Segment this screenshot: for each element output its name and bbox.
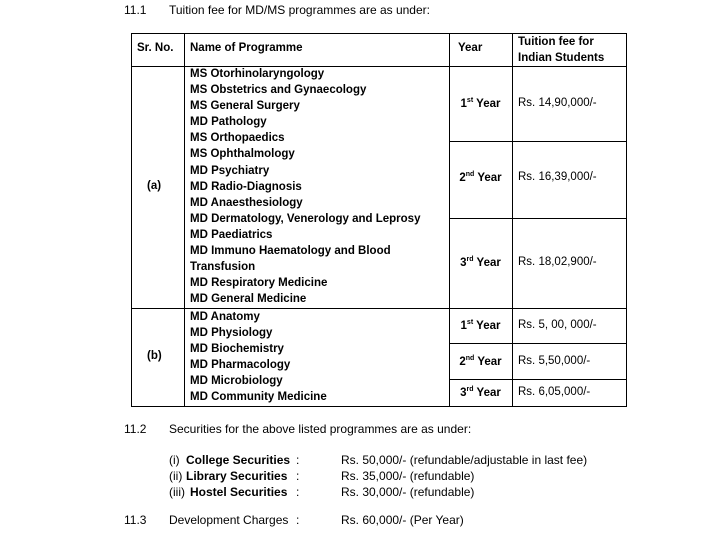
- programme-item: MS Orthopaedics: [190, 132, 285, 145]
- header-fee-line2: Indian Students: [518, 52, 605, 64]
- section-number: 11.2: [124, 422, 147, 436]
- development-charges-value: Rs. 60,000/- (Per Year): [341, 513, 464, 527]
- fee-cell: Rs. 6,05,000/-: [518, 386, 591, 398]
- programme-item: MS Obstetrics and Gynaecology: [190, 84, 367, 97]
- year-word: Year: [476, 97, 501, 110]
- section-number: 11.1: [124, 3, 147, 17]
- header-sr-no: Sr. No.: [137, 42, 174, 54]
- year-suffix: nd: [465, 171, 475, 178]
- programme-item: MD Community Medicine: [190, 391, 327, 404]
- year-cell: [449, 355, 512, 368]
- programme-item: Transfusion: [190, 261, 256, 274]
- fee-cell: Rs. 14,90,000/-: [518, 97, 597, 109]
- sr-no-a: (a): [147, 180, 162, 192]
- programme-item: MD Dermatology, Venerology and Leprosy: [190, 212, 421, 225]
- programme-item: MD Microbiology: [190, 375, 283, 388]
- security-index: (i): [169, 453, 180, 467]
- year-cell: [449, 386, 512, 399]
- colon: :: [296, 453, 300, 467]
- year-cell: [449, 319, 512, 332]
- year-number: 2: [459, 355, 466, 368]
- fee-cell: Rs. 18,02,900/-: [518, 256, 597, 268]
- security-value: Rs. 35,000/- (refundable): [341, 469, 475, 483]
- security-value: Rs. 50,000/- (refundable/adjustable in last fee): [341, 453, 588, 467]
- year-suffix: st: [466, 97, 474, 104]
- programme-list-a: [190, 66, 420, 307]
- programme-list-b: [190, 309, 327, 406]
- security-label: Library Securities: [186, 469, 288, 483]
- section-heading: Securities for the above listed programmes are as under:: [169, 422, 472, 436]
- year-word: Year: [476, 386, 501, 399]
- security-value: Rs. 30,000/- (refundable): [341, 485, 475, 499]
- year-suffix: rd: [466, 256, 474, 263]
- fee-cell: Rs. 5,50,000/-: [518, 355, 591, 367]
- colon: :: [296, 513, 300, 527]
- security-index: (ii): [169, 469, 183, 483]
- programme-item: MD Pathology: [190, 116, 267, 129]
- year-word: Year: [477, 355, 502, 368]
- year-word: Year: [477, 171, 502, 184]
- year-suffix: st: [466, 319, 474, 326]
- programme-item: MD Psychiatry: [190, 164, 270, 177]
- fee-cell: Rs. 5, 00, 000/-: [518, 319, 597, 331]
- security-index: (iii): [169, 485, 185, 499]
- year-number: 1: [460, 97, 467, 110]
- year-number: 3: [460, 386, 467, 399]
- fee-cell: Rs. 16,39,000/-: [518, 171, 597, 183]
- section-heading: Tuition fee for MD/MS programmes are as under:: [169, 3, 430, 17]
- security-label: College Securities: [186, 453, 291, 467]
- programme-item: MD Physiology: [190, 327, 273, 340]
- year-cell: [449, 97, 512, 110]
- programme-item: MD Anatomy: [190, 311, 260, 323]
- year-word: Year: [476, 319, 501, 332]
- programme-item: MD Radio-Diagnosis: [190, 180, 302, 193]
- programme-item: MD Pharmacology: [190, 359, 291, 372]
- year-word: Year: [476, 256, 501, 269]
- programme-item: MS Otorhinolaryngology: [190, 68, 325, 80]
- programme-item: MS Ophthalmology: [190, 148, 295, 161]
- year-number: 3: [460, 256, 467, 269]
- security-label: Hostel Securities: [190, 485, 288, 499]
- year-cell: [449, 256, 512, 269]
- section-number: 11.3: [124, 513, 147, 527]
- programme-item: MD Respiratory Medicine: [190, 277, 328, 290]
- programme-item: MD Anaesthesiology: [190, 196, 303, 209]
- header-year: Year: [458, 42, 483, 54]
- colon: :: [296, 469, 300, 483]
- year-cell: [449, 171, 512, 184]
- development-charges-label: Development Charges: [169, 513, 289, 527]
- programme-item: MD Biochemistry: [190, 343, 284, 356]
- sr-no-b: (b): [147, 350, 162, 362]
- year-suffix: rd: [466, 386, 474, 393]
- header-fee-line1: Tuition fee for: [518, 36, 594, 48]
- programme-item: MD Immuno Haematology and Blood: [190, 245, 391, 258]
- programme-item: MD General Medicine: [190, 293, 307, 306]
- programme-item: MS General Surgery: [190, 100, 300, 113]
- programme-item: MD Paediatrics: [190, 228, 273, 241]
- year-number: 1: [460, 319, 467, 332]
- header-fee: [518, 34, 604, 66]
- colon: :: [296, 485, 300, 499]
- year-suffix: nd: [465, 355, 475, 362]
- header-programme: Name of Programme: [190, 42, 303, 54]
- year-number: 2: [459, 171, 466, 184]
